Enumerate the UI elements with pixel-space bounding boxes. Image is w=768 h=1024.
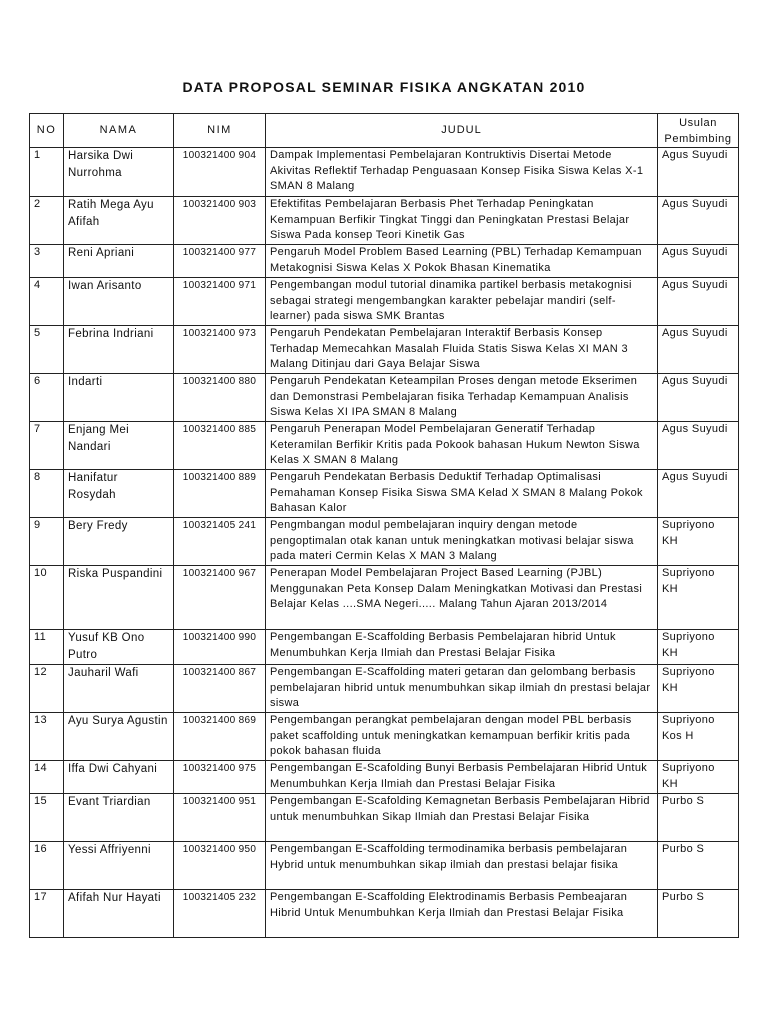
row-nama: Hanifatur Rosydah bbox=[64, 470, 174, 518]
row-judul: Pengembangan E-Scaffolding termodinamika berbasis pembelajaran Hybrid untuk menumbuhkan sikap ilmiah dan prestasi belajar fisika bbox=[266, 842, 658, 890]
row-judul: Pengaruh Model Problem Based Learning (PBL) Terhadap Kemampuan Metakognisi Siswa Kelas X Pokok Bhasan Kinematika bbox=[266, 245, 658, 278]
row-no: 12 bbox=[30, 665, 64, 713]
header-judul: JUDUL bbox=[266, 114, 658, 148]
table-body bbox=[30, 148, 739, 938]
row-pembimbing: Supriyono KH bbox=[658, 665, 739, 713]
table-row bbox=[30, 278, 739, 326]
row-nama: Evant Triardian bbox=[64, 794, 174, 842]
row-no: 5 bbox=[30, 326, 64, 374]
row-nama: Iffa Dwi Cahyani bbox=[64, 761, 174, 794]
row-judul: Pengembangan E-Scaffolding Elektrodinamis Berbasis Pembeajaran Hibrid Untuk Menumbuhkan Kerja Ilmiah dan Prestasi Belajar Fisika bbox=[266, 890, 658, 938]
row-pembimbing: Agus Suyudi bbox=[658, 374, 739, 422]
row-no: 13 bbox=[30, 713, 64, 761]
row-no: 3 bbox=[30, 245, 64, 278]
header-usulan-pembimbing bbox=[658, 114, 739, 148]
header-usulan-line1: Usulan bbox=[679, 116, 717, 129]
table-row bbox=[30, 197, 739, 245]
row-pembimbing: Purbo S bbox=[658, 794, 739, 842]
row-nama: Ratih Mega Ayu Afifah bbox=[64, 197, 174, 245]
row-nama: Febrina Indriani bbox=[64, 326, 174, 374]
row-pembimbing: Purbo S bbox=[658, 842, 739, 890]
row-pembimbing: Agus Suyudi bbox=[658, 245, 739, 278]
row-judul: Pengaruh Pendekatan Pembelajaran Interaktif Berbasis Konsep Terhadap Memecahkan Masalah Fluida Statis Siswa Kelas XI MAN 3 Malang Ditinjau dari Gaya Belajar Siswa bbox=[266, 326, 658, 374]
row-pembimbing: Supriyono KH bbox=[658, 630, 739, 665]
row-nama: Riska Puspandini bbox=[64, 566, 174, 630]
table-row bbox=[30, 374, 739, 422]
row-nim: 100321400 869 bbox=[174, 713, 266, 761]
row-judul: Pengembangan E-Scafolding Bunyi Berbasis Pembelajaran Hibrid Untuk Menumbuhkan Kerja Ilmiah dan Prestasi Belajar Fisika bbox=[266, 761, 658, 794]
row-judul: Pengaruh Penerapan Model Pembelajaran Generatif Terhadap Keteramilan Berfikir Kritis pada Pokook bahasan Hukum Newton Siswa Kelas X SMAN 8 Malang bbox=[266, 422, 658, 470]
row-nama: Ayu Surya Agustin bbox=[64, 713, 174, 761]
row-judul: Penerapan Model Pembelajaran Project Based Learning (PJBL) Menggunakan Peta Konsep Dalam Meningkatkan Motivasi dan Prestasi Belajar Kelas ....SMA Negeri..... Malang Tahun Ajaran 2013/2014 bbox=[266, 566, 658, 630]
row-judul: Pengaruh Pendekatan Keteampilan Proses dengan metode Ekserimen dan Demonstrasi Pembelajaran fisika Terhadap Kemampuan Analisis Siswa Kelas XI IPA SMAN 8 Malang bbox=[266, 374, 658, 422]
table-row bbox=[30, 422, 739, 470]
table-row bbox=[30, 842, 739, 890]
row-no: 6 bbox=[30, 374, 64, 422]
row-nim: 100321400 867 bbox=[174, 665, 266, 713]
header-usulan-line2: Pembimbing bbox=[664, 132, 732, 145]
row-pembimbing: Purbo S bbox=[658, 890, 739, 938]
row-no: 7 bbox=[30, 422, 64, 470]
table-header-row bbox=[30, 114, 739, 148]
row-nim: 100321400 990 bbox=[174, 630, 266, 665]
row-no: 16 bbox=[30, 842, 64, 890]
row-nim: 100321400 880 bbox=[174, 374, 266, 422]
header-nama: NAMA bbox=[64, 114, 174, 148]
row-nama: Indarti bbox=[64, 374, 174, 422]
row-pembimbing: Agus Suyudi bbox=[658, 422, 739, 470]
row-no: 15 bbox=[30, 794, 64, 842]
row-pembimbing: Agus Suyudi bbox=[658, 326, 739, 374]
row-pembimbing: Supriyono KH bbox=[658, 566, 739, 630]
table-row bbox=[30, 665, 739, 713]
row-pembimbing: Supriyono KH bbox=[658, 761, 739, 794]
row-judul: Pengembangan perangkat pembelajaran dengan model PBL berbasis paket scaffolding untuk meningkatkan kemampuan berfikir kritis pada pokok bahasan fluida bbox=[266, 713, 658, 761]
row-nim: 100321405 232 bbox=[174, 890, 266, 938]
row-pembimbing: Agus Suyudi bbox=[658, 197, 739, 245]
row-judul: Dampak Implementasi Pembelajaran Kontruktivis Disertai Metode Akivitas Reflektif Terhadap Penguasaan Konsep Fisika Siswa Kelas X-1 SMAN 8 Malang bbox=[266, 148, 658, 197]
row-no: 11 bbox=[30, 630, 64, 665]
row-nama: Enjang Mei Nandari bbox=[64, 422, 174, 470]
row-judul: Pengembangan E-Scaffolding Berbasis Pembelajaran hibrid Untuk Menumbuhkan Kerja Ilmiah dan Prestasi Belajar Fisika bbox=[266, 630, 658, 665]
row-nama: Reni Apriani bbox=[64, 245, 174, 278]
table-row bbox=[30, 245, 739, 278]
row-nama: Bery Fredy bbox=[64, 518, 174, 566]
row-nim: 100321400 904 bbox=[174, 148, 266, 197]
row-no: 10 bbox=[30, 566, 64, 630]
row-judul: Pengembangan E-Scafolding Kemagnetan Berbasis Pembelajaran Hibrid untuk menumbuhkan Sikap Ilmiah dan Prestasi Belajar Fisika bbox=[266, 794, 658, 842]
row-nama: Iwan Arisanto bbox=[64, 278, 174, 326]
row-no: 9 bbox=[30, 518, 64, 566]
table-row bbox=[30, 794, 739, 842]
row-nim: 100321400 971 bbox=[174, 278, 266, 326]
row-judul: Pengembangan E-Scaffolding materi getaran dan gelombang berbasis pembelajaran hibrid untuk menumbuhkan sikap ilmiah dn prestasi belajar siswa bbox=[266, 665, 658, 713]
table-row bbox=[30, 470, 739, 518]
table-row bbox=[30, 890, 739, 938]
row-judul: Efektifitas Pembelajaran Berbasis Phet Terhadap Peningkatan Kemampuan Berfikir Tingkat Tinggi dan Peningkatan Prestasi Belajar Siswa Pada konsep Teori Kinetik Gas bbox=[266, 197, 658, 245]
row-no: 17 bbox=[30, 890, 64, 938]
header-nim: NIM bbox=[174, 114, 266, 148]
row-nim: 100321405 241 bbox=[174, 518, 266, 566]
row-judul: Pengaruh Pendekatan Berbasis Deduktif Terhadap Optimalisasi Pemahaman Konsep Fisika Siswa SMA Kelad X SMAN 8 Malang Pokok Bahasan Kalor bbox=[266, 470, 658, 518]
row-pembimbing: Supriyono KH bbox=[658, 518, 739, 566]
row-nama: Yusuf KB Ono Putro bbox=[64, 630, 174, 665]
row-nim: 100321400 967 bbox=[174, 566, 266, 630]
document-title: DATA PROPOSAL SEMINAR FISIKA ANGKATAN 2010 bbox=[182, 79, 586, 95]
row-nama: Afifah Nur Hayati bbox=[64, 890, 174, 938]
row-nama: Harsika Dwi Nurrohma bbox=[64, 148, 174, 197]
row-nim: 100321400 885 bbox=[174, 422, 266, 470]
row-no: 2 bbox=[30, 197, 64, 245]
table-row bbox=[30, 713, 739, 761]
row-no: 14 bbox=[30, 761, 64, 794]
proposal-table bbox=[29, 113, 739, 938]
table-row bbox=[30, 326, 739, 374]
row-nim: 100321400 950 bbox=[174, 842, 266, 890]
row-nim: 100321400 889 bbox=[174, 470, 266, 518]
row-nim: 100321400 903 bbox=[174, 197, 266, 245]
row-pembimbing: Agus Suyudi bbox=[658, 470, 739, 518]
row-nim: 100321400 977 bbox=[174, 245, 266, 278]
table-row bbox=[30, 761, 739, 794]
row-pembimbing: Agus Suyudi bbox=[658, 278, 739, 326]
row-nama: Yessi Affriyenni bbox=[64, 842, 174, 890]
table-row bbox=[30, 566, 739, 630]
row-nim: 100321400 975 bbox=[174, 761, 266, 794]
row-nim: 100321400 951 bbox=[174, 794, 266, 842]
header-no: NO bbox=[30, 114, 64, 148]
row-nama: Jauharil Wafi bbox=[64, 665, 174, 713]
row-pembimbing: Supriyono Kos H bbox=[658, 713, 739, 761]
row-no: 1 bbox=[30, 148, 64, 197]
row-judul: Pengembangan modul tutorial dinamika partikel berbasis metakognisi sebagai strategi mengembangkan karakter pebelajar mandiri (self-learner) pada siswa SMK Brantas bbox=[266, 278, 658, 326]
row-pembimbing: Agus Suyudi bbox=[658, 148, 739, 197]
row-no: 8 bbox=[30, 470, 64, 518]
table-row bbox=[30, 148, 739, 197]
row-judul: Pengmbangan modul pembelajaran inquiry dengan metode pengoptimalan otak kanan untuk meningkatkan motivasi belajar siswa pada materi Cermin Kelas X MAN 3 Malang bbox=[266, 518, 658, 566]
table-row bbox=[30, 630, 739, 665]
row-no: 4 bbox=[30, 278, 64, 326]
table-row bbox=[30, 518, 739, 566]
row-nim: 100321400 973 bbox=[174, 326, 266, 374]
